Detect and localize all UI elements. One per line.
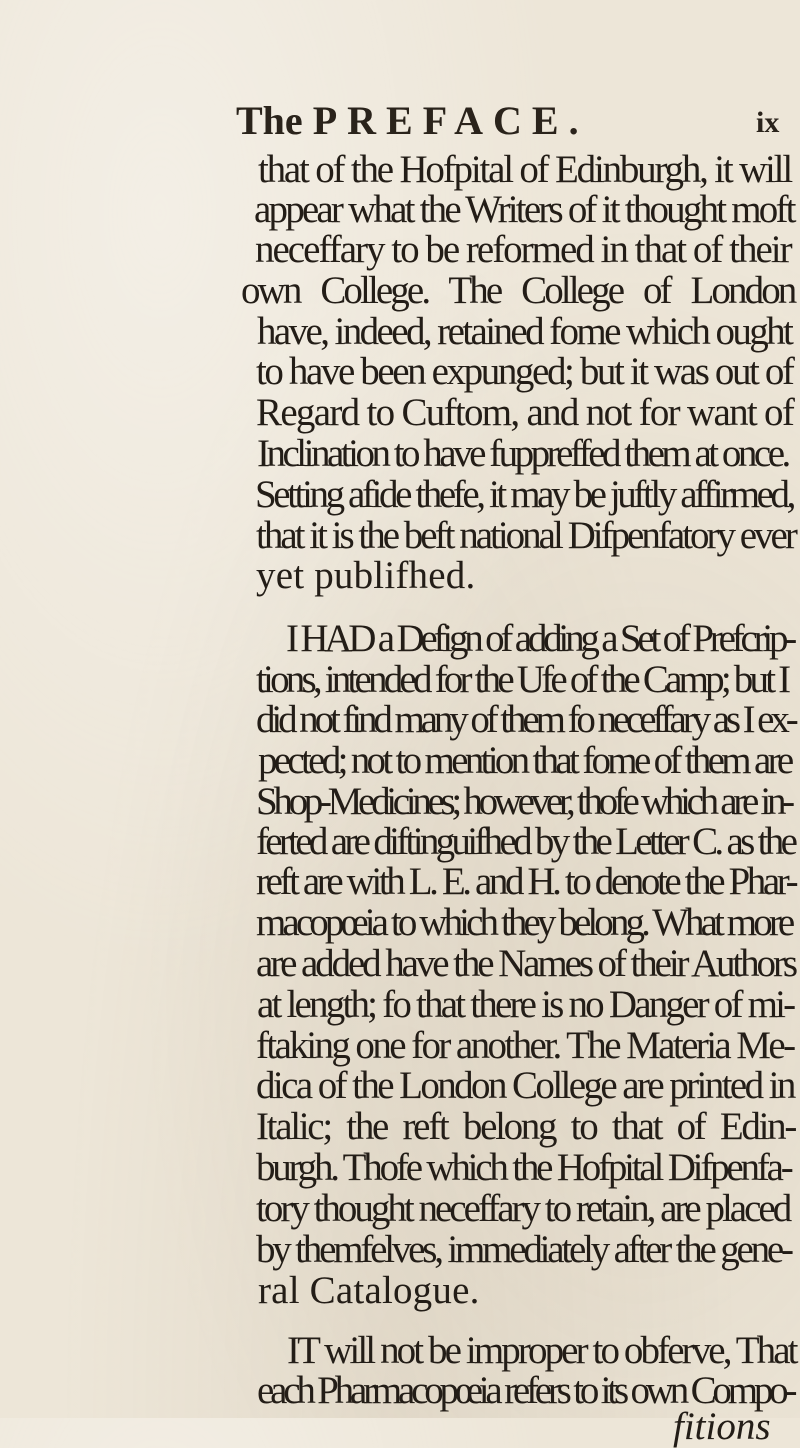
text-line: reft are with L. E. and H. to denote the Phar-: [256, 860, 796, 903]
text-line: Regard to Cuftom, and not for want of: [256, 391, 794, 434]
text-line: ral Catalogue.: [258, 1269, 480, 1312]
text-line: yet publifhed.: [256, 554, 476, 597]
text-line: ferted are diftinguifhed by the Letter C. as the: [256, 820, 795, 863]
text-line: are added have the Names of their Authors: [256, 942, 795, 985]
text-line: at length; fo that there is no Danger of mi-: [257, 983, 794, 1026]
running-head-title: PREFACE.: [312, 98, 589, 143]
text-line: tions, intended for the Ufe of the Camp; but I: [256, 658, 788, 701]
text-line: each Pharmacopœia refers to its own Compo-: [257, 1369, 794, 1412]
text-line: to have been expunged; but it was out of: [256, 350, 793, 393]
text-line: tory thought neceffary to retain, are placed: [256, 1187, 790, 1230]
text-line: Shop-Medicines; however, thofe which are in-: [256, 780, 791, 823]
page-number: ix: [756, 106, 780, 139]
text-line: that of the Hofpital of Edinburgh, it will: [258, 148, 791, 191]
text-line: burgh. Thofe which the Hofpital Difpenfa-: [256, 1146, 791, 1189]
text-line: neceffary to be reformed in that of their: [255, 228, 791, 271]
text-line: appear what the Writers of it thought moft: [254, 188, 794, 231]
text-line: Italic; the reft belong to that of Edin-: [256, 1105, 796, 1148]
running-head: [236, 96, 796, 146]
text-line: pected; not to mention that fome of them are: [258, 739, 791, 782]
text-line: ftaking one for another. The Materia Me-: [256, 1024, 794, 1067]
catchword: fitions: [673, 1405, 771, 1448]
text-line: Setting afide thefe, it may be juftly affirmed,: [255, 473, 794, 516]
text-line: I HAD a Defign of adding a Set of Prefcrip-: [286, 617, 794, 660]
text-line: did not find many of them fo neceffary as I ex-: [256, 698, 795, 741]
text-line: that it is the beft national Difpenfatory ever: [256, 514, 795, 557]
text-line: dica of the London College are printed in: [256, 1064, 794, 1107]
text-line: IT will not be improper to obferve, That: [287, 1329, 796, 1372]
text-line: have, indeed, retained fome which ought: [257, 310, 792, 353]
text-line: own College. The College of London: [241, 269, 795, 312]
text-line: macopœia to which they belong. What more: [256, 901, 792, 944]
text-line: Inclination to have fuppreffed them at once.: [257, 432, 788, 475]
running-head-the: The: [236, 98, 303, 143]
text-line: by themfelves, immediately after the gene-: [256, 1228, 791, 1271]
